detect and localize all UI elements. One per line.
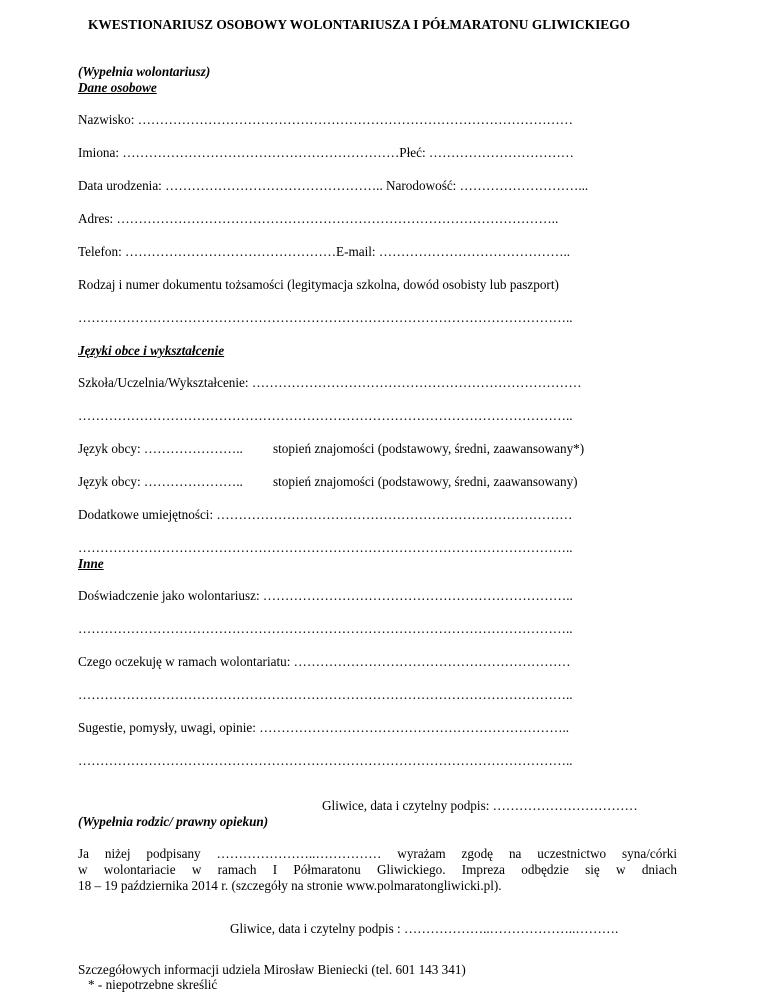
field-skills-line[interactable]: …………………………………………………………………………………………………..	[78, 540, 573, 555]
field-phone-email[interactable]: Telefon: …………………………………………E-mail: ……………………………………..	[78, 244, 571, 259]
parent-note: (Wypełnia rodzic/ prawny opiekun)	[78, 814, 269, 829]
field-language-2[interactable]: Język obcy: …………………..	[78, 474, 243, 489]
volunteer-signature-line[interactable]: Gliwice, data i czytelny podpis: ……………………………	[322, 798, 638, 813]
field-id-document-label: Rodzaj i numer dokumentu tożsamości (legitymacja szkolna, dowód osobisty lub paszport)	[78, 277, 559, 292]
consent-line-1: Ja niżej podpisany …………………..…………… wyrażam zgodę na uczestnictwo syna/córki	[78, 846, 677, 861]
footnote: * - niepotrzebne skreślić	[88, 977, 218, 992]
consent-line-2: w wolontariacie w ramach I Półmaratonu Gliwickiego. Impreza odbędzie się w dniach	[78, 862, 677, 877]
field-surname[interactable]: Nazwisko: ………………………………………………………………………………………	[78, 112, 573, 127]
field-language-1-level: stopień znajomości (podstawowy, średni, zaawansowany*)	[273, 441, 585, 456]
field-school-line[interactable]: …………………………………………………………………………………………………..	[78, 408, 573, 423]
volunteer-note: (Wypełnia wolontariusz)	[78, 64, 211, 79]
field-skills[interactable]: Dodatkowe umiejętności: ………………………………………………………………………	[78, 507, 573, 522]
consent-line-3: 18 – 19 października 2014 r. (szczegóły na stronie www.polmaratongliwicki.pl).	[78, 878, 502, 893]
field-experience[interactable]: Doświadczenie jako wolontariusz: ……………………………………………………………..	[78, 588, 573, 603]
field-school[interactable]: Szkoła/Uczelnia/Wykształcenie: …………………………………………………………………	[78, 375, 582, 390]
field-id-document-line[interactable]: …………………………………………………………………………………………………..	[78, 310, 573, 325]
field-address[interactable]: Adres: ………………………………………………………………………………………..	[78, 211, 559, 226]
section-heading-personal: Dane osobowe	[78, 80, 157, 95]
section-heading-languages: Języki obce i wykształcenie	[78, 343, 225, 358]
section-heading-other: Inne	[78, 556, 104, 571]
field-experience-line[interactable]: …………………………………………………………………………………………………..	[78, 621, 573, 636]
field-expectations[interactable]: Czego oczekuję w ramach wolontariatu: ………………………………………………………	[78, 654, 571, 669]
field-language-1[interactable]: Język obcy: …………………..	[78, 441, 243, 456]
field-suggestions[interactable]: Sugestie, pomysły, uwagi, opinie: ……………………………………………………………..	[78, 720, 570, 735]
field-language-2-level: stopień znajomości (podstawowy, średni, zaawansowany)	[273, 474, 578, 489]
parent-signature-line[interactable]: Gliwice, data i czytelny podpis : ………………..………………..……….	[230, 921, 619, 936]
field-birth-nationality[interactable]: Data urodzenia: ………………………………………….. Narodowość: ………………………...	[78, 178, 589, 193]
contact-info: Szczegółowych informacji udziela Mirosław Bieniecki (tel. 601 143 341)	[78, 962, 466, 977]
field-expectations-line[interactable]: …………………………………………………………………………………………………..	[78, 687, 573, 702]
field-suggestions-line[interactable]: …………………………………………………………………………………………………..	[78, 753, 573, 768]
document-title: KWESTIONARIUSZ OSOBOWY WOLONTARIUSZA I PÓŁMARATONU GLIWICKIEGO	[88, 17, 631, 32]
field-first-names-sex[interactable]: Imiona: ………………………………………………………Płeć: ……………………………	[78, 145, 574, 160]
